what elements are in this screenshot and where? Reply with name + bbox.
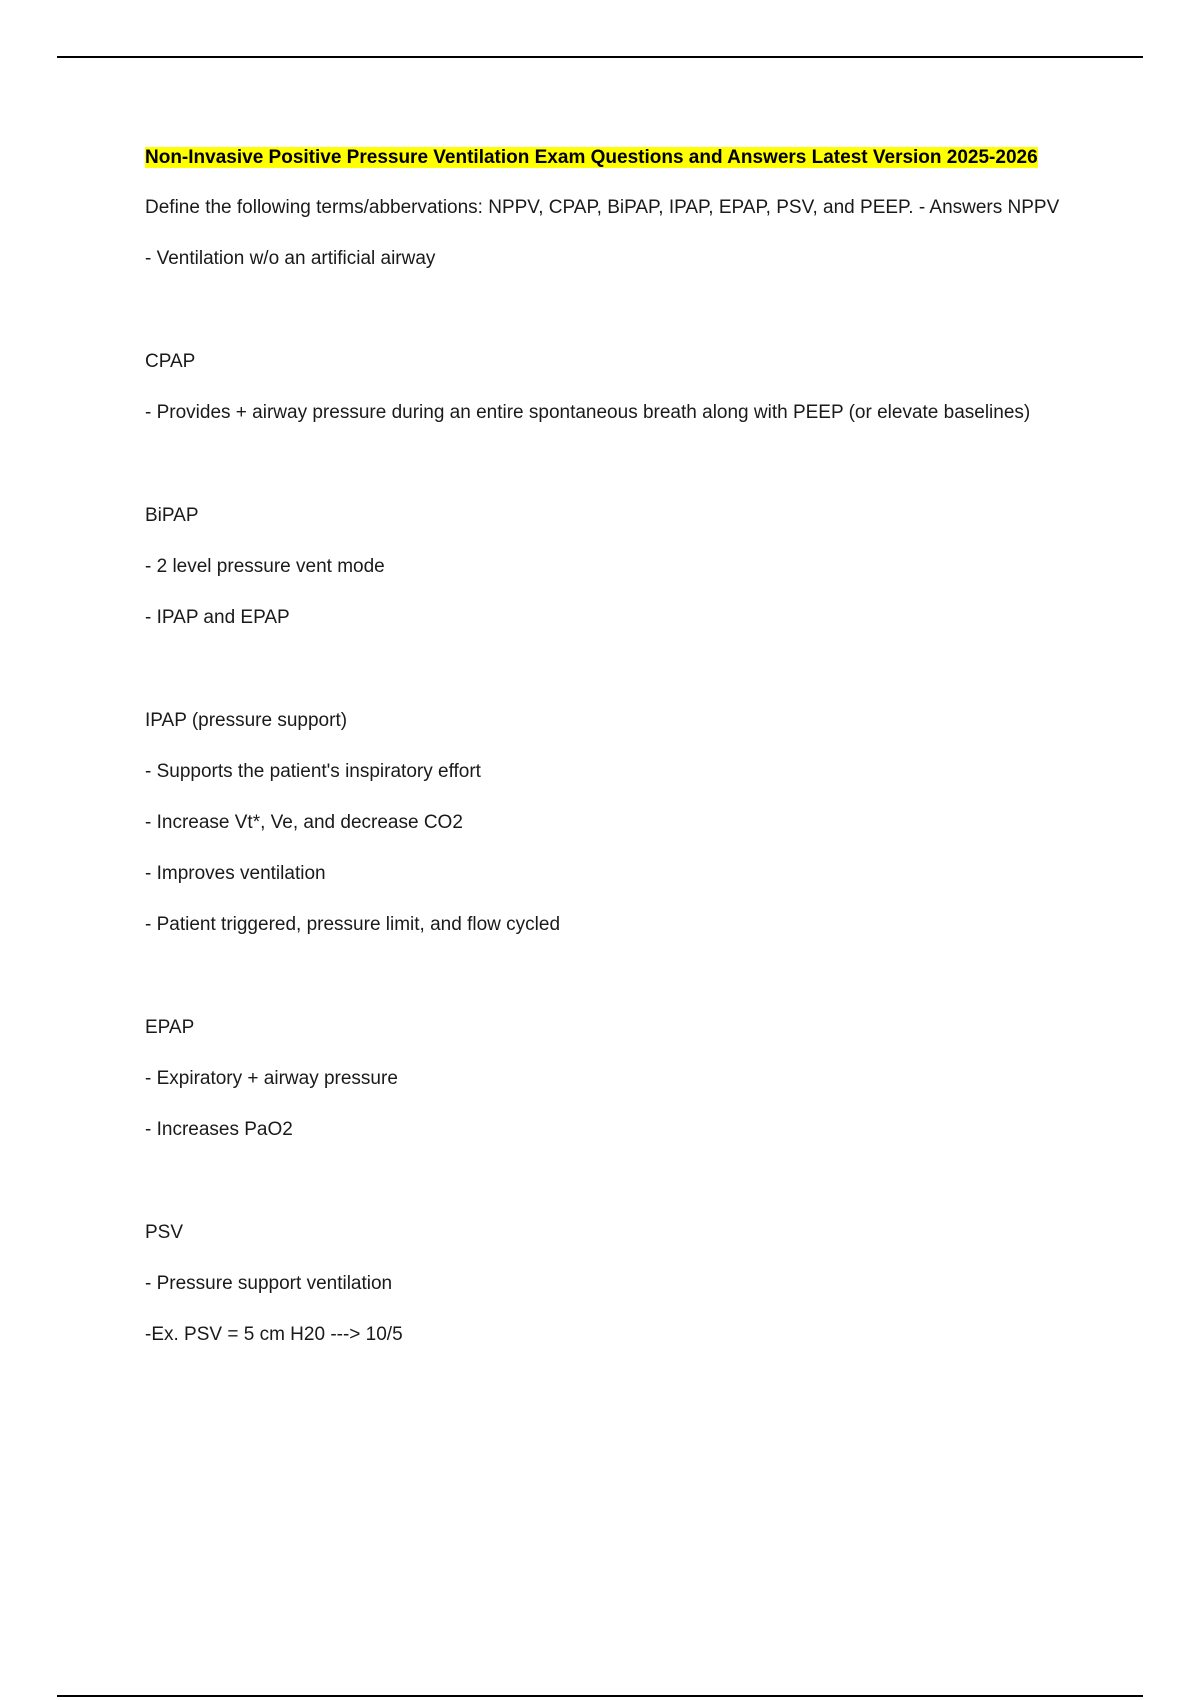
- ipap-definition-4: - Patient triggered, pressure limit, and flow cycled: [145, 914, 561, 935]
- question-text: Define the following terms/abbervations: NPPV, CPAP, BiPAP, IPAP, EPAP, PSV, and PEEP. - Answers NPPV: [145, 197, 1060, 218]
- header-rule: [57, 56, 1143, 58]
- bipap-definition-2: - IPAP and EPAP: [145, 607, 290, 628]
- ipap-definition-2: - Increase Vt*, Ve, and decrease CO2: [145, 812, 463, 833]
- document-title: Non-Invasive Positive Pressure Ventilation Exam Questions and Answers Latest Version 2025-2026: [145, 147, 1038, 168]
- ipap-definition-1: - Supports the patient's inspiratory effort: [145, 761, 481, 782]
- footer-rule: [57, 1695, 1143, 1697]
- cpap-definition: - Provides + airway pressure during an entire spontaneous breath along with PEEP (or elevate baselines): [145, 402, 1031, 423]
- cpap-heading: CPAP: [145, 351, 196, 372]
- ipap-definition-3: - Improves ventilation: [145, 863, 326, 884]
- psv-heading: PSV: [145, 1222, 184, 1243]
- psv-definition-2: -Ex. PSV = 5 cm H20 ---> 10/5: [145, 1324, 403, 1345]
- epap-heading: EPAP: [145, 1017, 195, 1038]
- ipap-heading: IPAP (pressure support): [145, 710, 348, 731]
- nppv-definition: - Ventilation w/o an artificial airway: [145, 248, 436, 269]
- psv-definition-1: - Pressure support ventilation: [145, 1273, 393, 1294]
- document-body: [145, 143, 1095, 1350]
- epap-definition-2: - Increases PaO2: [145, 1119, 293, 1140]
- epap-definition-1: - Expiratory + airway pressure: [145, 1068, 398, 1089]
- bipap-definition-1: - 2 level pressure vent mode: [145, 556, 385, 577]
- bipap-heading: BiPAP: [145, 505, 199, 526]
